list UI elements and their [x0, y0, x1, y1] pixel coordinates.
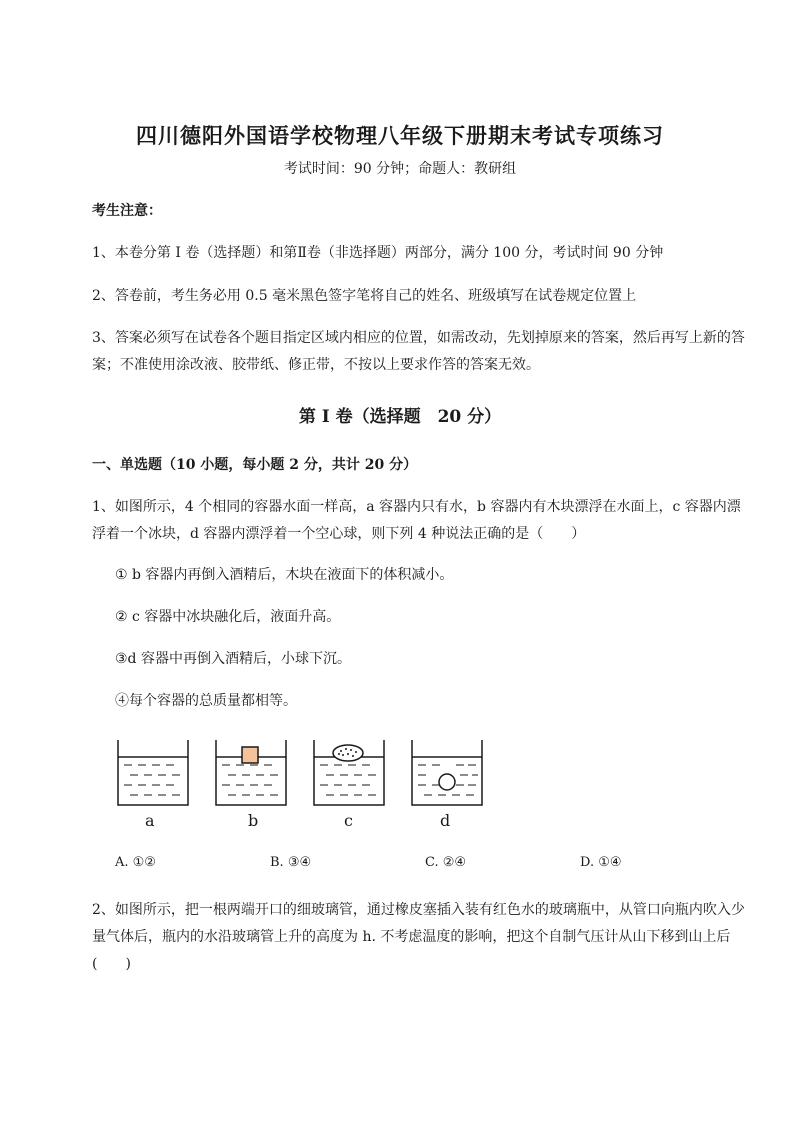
exam-subtitle: 考试时间：90 分钟；命题人：教研组 [283, 161, 517, 177]
option-c[interactable]: C. ②④ [425, 855, 467, 870]
notice-item-2: 2、答卷前，考生务必用 0.5 毫米黑色签字笔将自己的姓名、班级填写在试卷规定位置上 [92, 288, 637, 304]
option-b[interactable]: B. ③④ [270, 855, 312, 870]
hollow-ball [439, 774, 455, 790]
question-1-statement-4: ④每个容器的总质量都相等。 [115, 693, 297, 709]
wood-block [242, 747, 258, 763]
container-b [216, 740, 286, 805]
figure-label-d: d [440, 811, 451, 830]
question-1-stem: 1、如图所示，4 个相同的容器水面一样高，a 容器内只有水，b 容器内有木块漂浮在水面上，c 容器内漂浮着一个冰块，d 容器内漂浮着一个空心球，则下列 4 种说法正确的是（ ） [92, 499, 741, 542]
notice-item-3: 3、答案必须写在试卷各个题目指定区域内相应的位置，如需改动，先划掉原来的答案，然后再写上新的答案；不准使用涂改液、胶带纸、修正带，不按以上要求作答的答案无效。 [92, 330, 745, 373]
question-2-stem: 2、如图所示，把一根两端开口的细玻璃管，通过橡皮塞插入装有红色水的玻璃瓶中，从管口向瓶内吹入少量气体后，瓶内的水沿玻璃管上升的高度为 h. 不考虑温度的影响，把这个自制气压计从山下移到山上后( ) [92, 902, 745, 972]
question-1-statement-2: ② c 容器中冰块融化后，液面升高。 [115, 609, 341, 625]
question-1-statement-1: ① b 容器内再倒入酒精后，木块在液面下的体积减小。 [115, 567, 454, 583]
option-a[interactable]: A. ①② [115, 855, 156, 870]
option-d[interactable]: D. ①④ [580, 855, 622, 870]
figure-label-c: c [344, 811, 353, 830]
figure-label-a: a [145, 811, 155, 830]
container-c [314, 740, 384, 805]
section-title: 第 I 卷（选择题 20 分） [298, 407, 502, 427]
page-title: 四川德阳外国语学校物理八年级下册期末考试专项练习 [136, 123, 664, 148]
question-1-statement-3: ③d 容器中再倒入酒精后，小球下沉。 [115, 651, 351, 667]
figure-label-b: b [248, 811, 259, 830]
notice-heading: 考生注意： [92, 203, 162, 219]
container-a [118, 740, 188, 805]
notice-item-1: 1、本卷分第 I 卷（选择题）和第Ⅱ卷（非选择题）两部分，满分 100 分，考试时间 90 分钟 [92, 245, 664, 261]
container-d [412, 740, 482, 805]
part-heading: 一、单选题（10 小题，每小题 2 分，共计 20 分） [92, 457, 418, 473]
